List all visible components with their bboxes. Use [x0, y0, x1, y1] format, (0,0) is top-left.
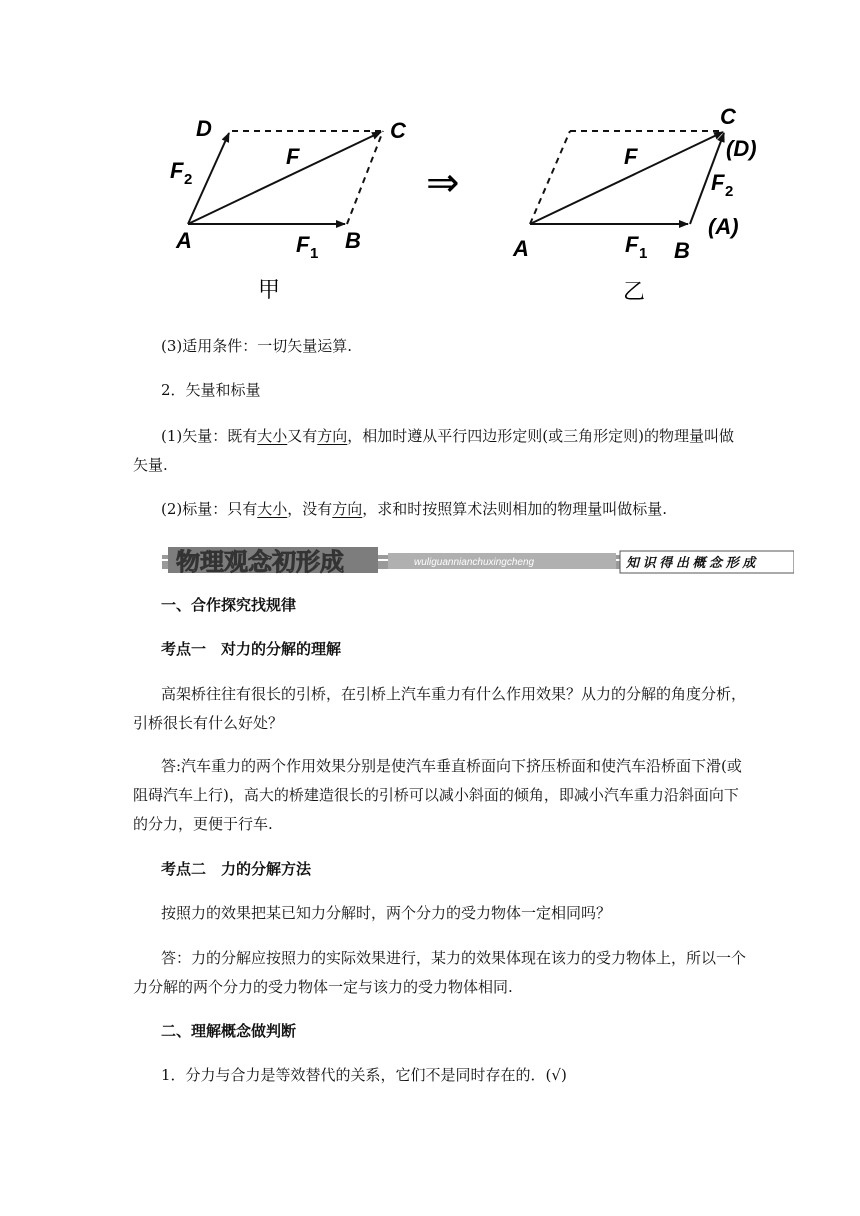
- banner-title: 物理观念初形成: [176, 549, 344, 575]
- label-a-right: A: [513, 236, 529, 261]
- question-2: 按照力的效果把某已知力分解时，两个分力的受力物体一定相同吗？: [161, 904, 612, 922]
- force-decomposition-figure: [150, 100, 790, 310]
- vector-text-a: (1)矢量：既有: [161, 427, 258, 445]
- question-1: 高架桥往往有很长的引桥，在引桥上汽车重力有什么作用效果？从力的分解的角度分析，引桥很长有什么好处？: [133, 685, 747, 732]
- scalar-text-c: ，求和时按照算术法则相加的物理量叫做标量.: [362, 500, 668, 518]
- scalar-definition: [161, 495, 761, 524]
- scalar-underline-direction: 方向: [332, 500, 363, 518]
- scalar-text-b: ，没有: [287, 500, 333, 518]
- section-banner: [162, 543, 794, 575]
- section-heading-vector-scalar: 2．矢量和标量: [161, 381, 261, 399]
- section-heading-1: 一、合作探究找规律: [161, 596, 297, 614]
- banner-right-text: 知 识 得 出 概 念 形 成: [626, 555, 756, 570]
- applicable-conditions: (3)适用条件：一切矢量运算.: [161, 337, 353, 355]
- judgement-1: 1．分力与合力是等效替代的关系，它们不是同时存在的．(√): [161, 1066, 567, 1084]
- label-b-right: B: [674, 238, 690, 263]
- label-b-left: B: [345, 228, 361, 253]
- topic-2-heading: 考点二 力的分解方法: [161, 860, 312, 878]
- answer-1: 答:汽车重力的两个作用效果分别是使汽车垂直桥面向下挤压桥面和使汽车沿桥面下滑(或阻碍汽车上行)，高大的桥建造很长的引桥可以减小斜面的倾角，即减小汽车重力沿斜面向下的分力，更便于行车.: [133, 757, 742, 833]
- label-f1-sub-left: 1: [310, 245, 319, 262]
- vector-text-c: ，相加时遵从平行四边形定则(或三角形定则)的物理量叫做矢量.: [133, 427, 735, 474]
- topic-1-heading: 考点一 对力的分解的理解: [161, 640, 342, 658]
- label-f2-left: F: [170, 158, 184, 183]
- label-d-right: (D): [726, 136, 757, 161]
- label-f1-right: F: [625, 232, 639, 257]
- label-c-left: C: [390, 118, 406, 143]
- vector-text-b: 又有: [287, 427, 318, 445]
- banner-pinyin: wuliguannianchuxingcheng: [414, 557, 535, 568]
- dashed-left-side-right: [530, 131, 570, 224]
- label-f2-right: F: [711, 170, 725, 195]
- label-f-left: F: [286, 144, 300, 169]
- parallelogram-left: [170, 116, 407, 302]
- label-f2-sub-right: 2: [725, 183, 734, 200]
- label-f-right: F: [624, 144, 638, 169]
- label-d-left: D: [196, 116, 212, 141]
- vector-underline-magnitude: 大小: [257, 427, 288, 445]
- label-f2-sub-left: 2: [184, 171, 193, 188]
- implies-arrow: ⇒: [426, 161, 460, 205]
- answer-2: 答：力的分解应按照力的实际效果进行，某力的效果体现在该力的受力物体上，所以一个力分解的两个分力的受力物体一定与该力的受力物体相同.: [133, 949, 747, 996]
- section-heading-2: 二、理解概念做判断: [161, 1022, 297, 1040]
- scalar-text-a: (2)标量：只有: [161, 500, 258, 518]
- label-f1-left: F: [296, 232, 310, 257]
- vector-definition: [133, 422, 747, 480]
- vector-underline-direction: 方向: [317, 427, 348, 445]
- label-a-paren-right: (A): [708, 214, 739, 239]
- label-c-right: C: [720, 104, 736, 129]
- label-f1-sub-right: 1: [639, 245, 648, 262]
- parallelogram-right: [512, 104, 757, 304]
- caption-left: 甲: [258, 277, 281, 302]
- caption-right: 乙: [623, 279, 646, 304]
- vector-f2-left: [188, 133, 229, 224]
- label-a-left: A: [176, 228, 192, 253]
- scalar-underline-magnitude: 大小: [257, 500, 288, 518]
